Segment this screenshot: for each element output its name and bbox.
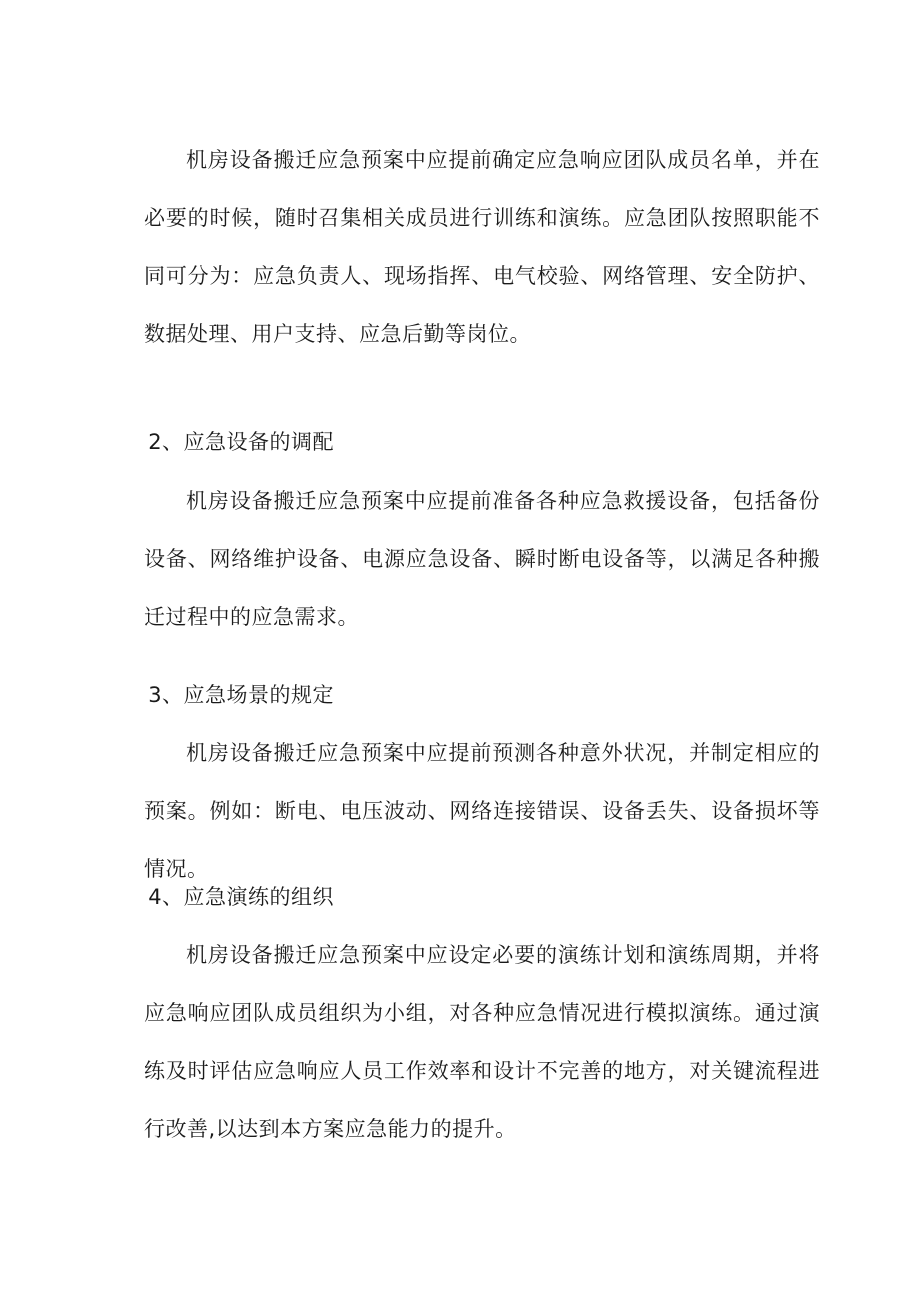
section-2-paragraph: 机房设备搬迁应急预案中应提前准备各种应急救援设备，包括备份设备、网络维护设备、电源应急设备、瞬时断电设备等，以满足各种搬迁过程中的应急需求。 [144,489,820,629]
section-2 [144,413,820,471]
section-3-heading: 3、应急场景的规定 [148,683,335,707]
section-3-paragraph: 机房设备搬迁应急预案中应提前预测各种意外状况，并制定相应的预案。例如：断电、电压波动、网络连接错误、设备丢失、设备损坏等情况。 [144,741,820,881]
section-3 [144,666,820,724]
intro-section [144,131,820,363]
section-2-heading: 2、应急设备的调配 [148,430,335,454]
section-4-body-block [144,926,820,1158]
section-4-heading: 4、应急演练的组织 [148,885,335,909]
section-4-paragraph: 机房设备搬迁应急预案中应设定必要的演练计划和演练周期，并将应急响应团队成员组织为小组，对各种应急情况进行模拟演练。通过演练及时评估应急响应人员工作效率和设计不完善的地方，对关键流程进行改善,以达到本方案应急能力的提升。 [144,943,820,1141]
intro-paragraph: 机房设备搬迁应急预案中应提前确定应急响应团队成员名单，并在必要的时候，随时召集相关成员进行训练和演练。应急团队按照职能不同可分为：应急负责人、现场指挥、电气校验、网络管理、安全防护、数据处理、用户支持、应急后勤等岗位。 [144,148,820,346]
section-4 [144,868,820,926]
section-2-body-block [144,472,820,646]
